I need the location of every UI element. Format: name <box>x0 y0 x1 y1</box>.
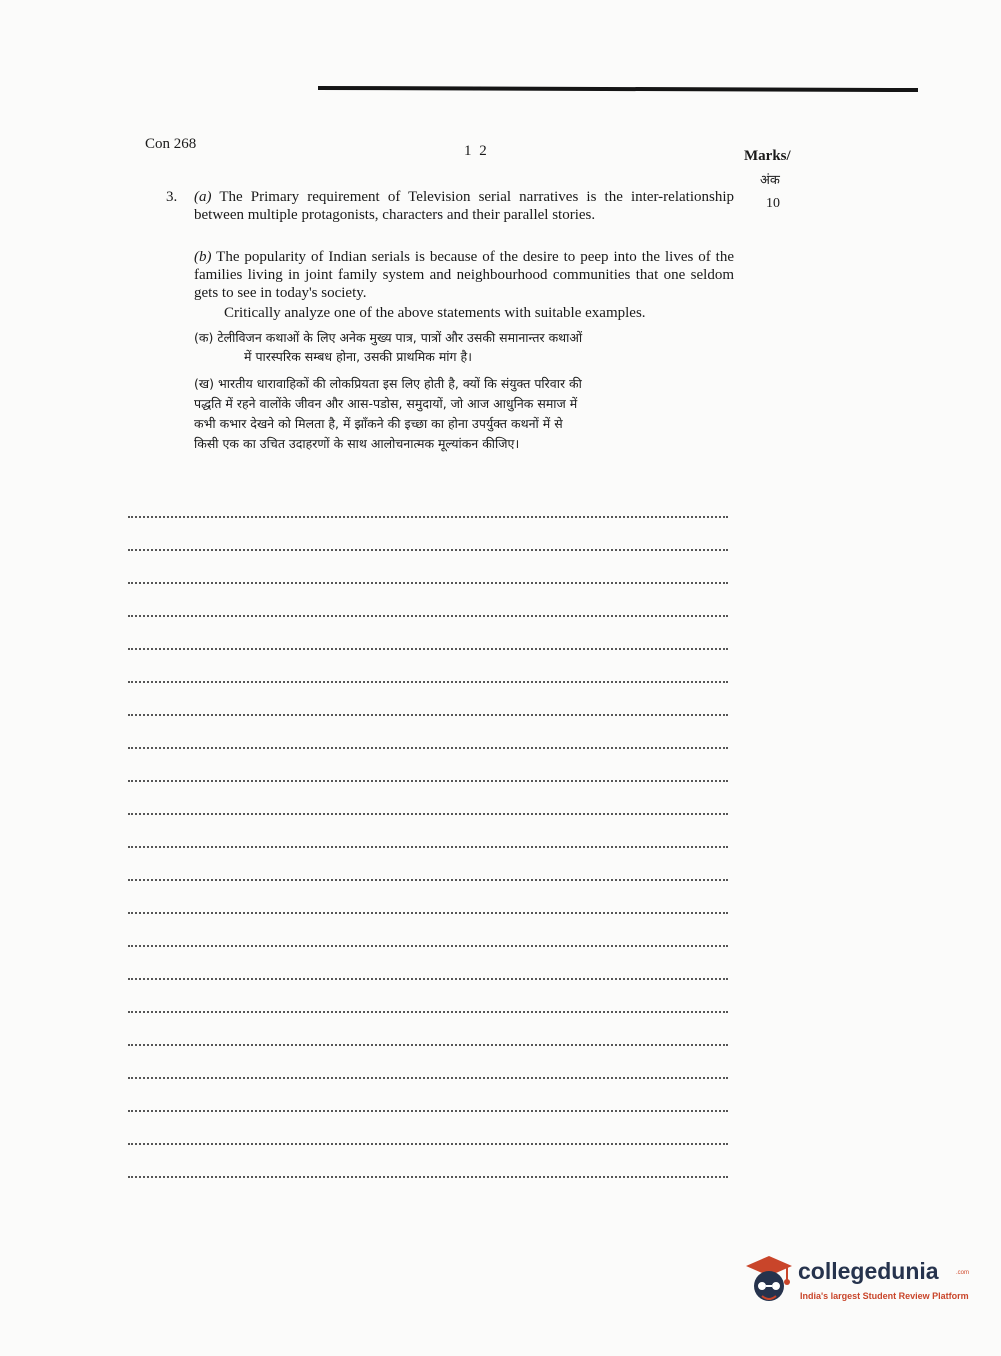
answer-line[interactable] <box>128 683 728 716</box>
question-number: 3. <box>166 189 178 205</box>
hindi-part-kha <box>194 374 736 454</box>
top-rule <box>318 86 918 92</box>
answer-line[interactable] <box>128 1112 728 1145</box>
answer-line[interactable] <box>128 617 728 650</box>
hindi-kha-line4: किसी एक का उचित उदाहरणों के साथ आलोचनात्मक मूल्यांकन कीजिए। <box>194 436 520 451</box>
part-a-text: The Primary requirement of Television serial narratives is the inter-relationship between multiple protagonists, characters and their parallel stories. <box>194 189 734 223</box>
part-b <box>194 248 734 302</box>
brand-name: collegedunia <box>798 1258 939 1284</box>
hindi-ka-line2: में पारस्परिक सम्बध होना, उसकी प्राथमिक मांग है। <box>244 349 472 364</box>
answer-line[interactable] <box>128 782 728 815</box>
hindi-kha-label: (ख) <box>194 376 214 391</box>
answer-line[interactable] <box>128 485 728 518</box>
answer-line[interactable] <box>128 1145 728 1178</box>
hindi-ka-line1: टेलीविजन कथाओं के लिए अनेक मुख्य पात्र, पात्रों और उसकी समानान्तर कथाओं <box>217 330 583 345</box>
marks-header-hindi: अंक <box>760 173 780 188</box>
hindi-kha-line2: पद्धति में रहने वालोंके जीवन और आस-पडोस, समुदायों, जो आज आधुनिक समाज में <box>194 396 578 411</box>
paper-code: Con 268 <box>145 136 197 152</box>
answer-line[interactable] <box>128 848 728 881</box>
answer-line[interactable] <box>128 551 728 584</box>
answer-line[interactable] <box>128 881 728 914</box>
answer-line[interactable] <box>128 947 728 980</box>
hindi-kha-line1: भारतीय धारावाहिकों की लोकप्रियता इस लिए होती है, क्यों कि संयुक्त परिवार की <box>217 376 582 391</box>
part-a <box>194 188 734 224</box>
part-b-label: (b) <box>194 249 212 265</box>
brand-tagline: India's largest Student Review Platform <box>800 1291 969 1301</box>
marks-header: Marks/ <box>744 148 791 164</box>
answer-line[interactable] <box>128 914 728 947</box>
instruction: Critically analyze one of the above statements with suitable examples. <box>224 305 646 321</box>
hindi-kha-line3: कभी कभार देखने को मिलता है, में झाँकने की इच्छा का होना उपर्युक्त कथनों में से <box>194 416 563 431</box>
part-a-label: (a) <box>194 189 212 205</box>
answer-line[interactable] <box>128 815 728 848</box>
graduate-mascot-icon <box>742 1252 796 1310</box>
answer-line[interactable] <box>128 716 728 749</box>
answer-line[interactable] <box>128 1013 728 1046</box>
answer-line[interactable] <box>128 980 728 1013</box>
part-b-text: The popularity of Indian serials is because of the desire to peep into the lives of the families living in joint family system and neighbourhood communities that one seldom gets to see in today's society. <box>194 249 734 301</box>
hindi-part-ka <box>194 328 736 366</box>
page-number: 1 2 <box>464 143 489 159</box>
answer-line[interactable] <box>128 584 728 617</box>
answer-line[interactable] <box>128 650 728 683</box>
answer-line[interactable] <box>128 749 728 782</box>
answer-area[interactable] <box>128 485 728 1178</box>
brand-suffix: .com <box>956 1270 970 1276</box>
hindi-ka-label: (क) <box>194 330 214 345</box>
answer-line[interactable] <box>128 1079 728 1112</box>
answer-line[interactable] <box>128 518 728 551</box>
answer-line[interactable] <box>128 1046 728 1079</box>
question-marks: 10 <box>766 196 780 211</box>
collegedunia-watermark <box>742 1252 972 1312</box>
